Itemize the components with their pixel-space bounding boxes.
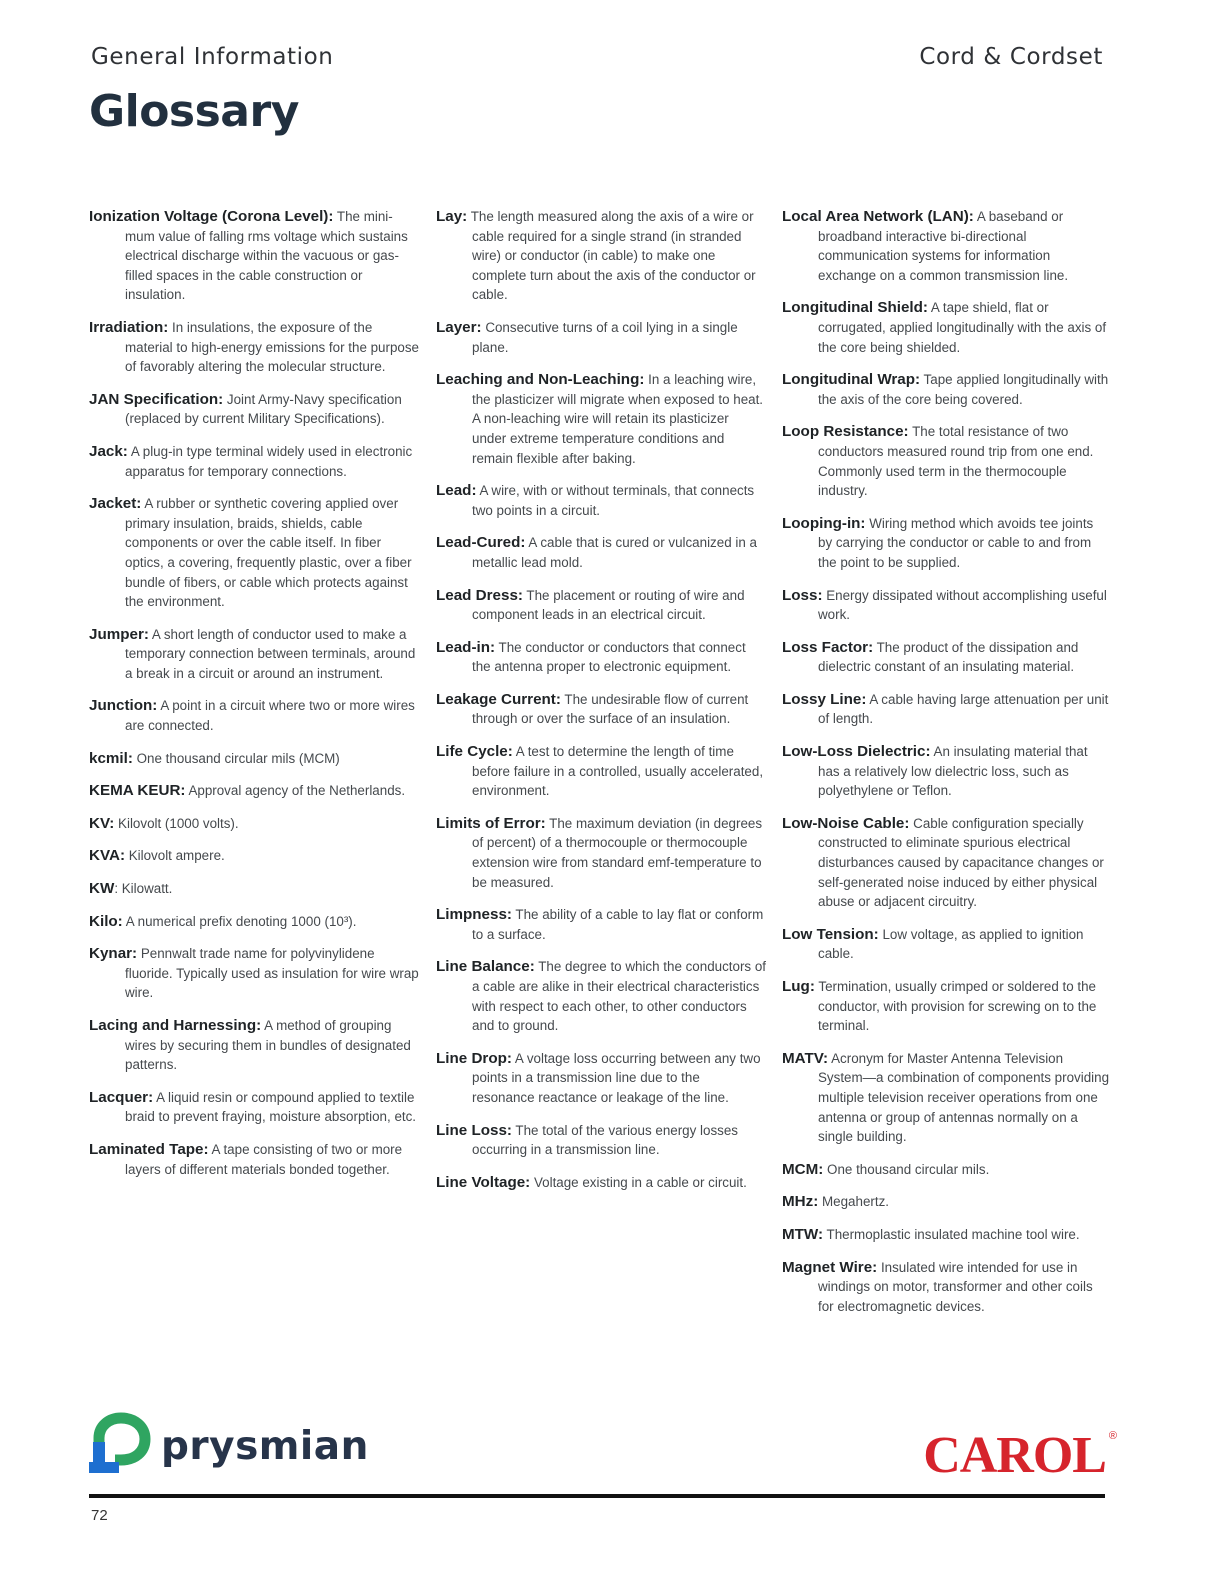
glossary-entry	[436, 318, 766, 357]
glossary-entry	[436, 370, 766, 468]
glossary-entry	[782, 925, 1110, 964]
glossary-term: Kynar:	[89, 945, 138, 963]
glossary-term: MATV:	[782, 1049, 829, 1067]
glossary-definition: Pennwalt trade name for polyvinylidene fluoride. Typically used as insulation for wire wrap wire.	[125, 946, 419, 1001]
glossary-entry	[89, 1016, 419, 1075]
glossary-term: Loss:	[782, 586, 823, 604]
glossary-entry	[89, 846, 419, 866]
glossary-term: Low Tension:	[782, 925, 879, 943]
glossary-definition: One thousand circular mils.	[823, 1161, 990, 1177]
glossary-entry	[436, 1121, 766, 1160]
glossary-term: KVA:	[89, 847, 125, 865]
glossary-term: Longitudinal Shield:	[782, 299, 928, 317]
glossary-term: Leakage Current:	[436, 690, 561, 708]
glossary-definition: : Kilowatt.	[114, 881, 173, 897]
glossary-term: Leaching and Non-Leaching:	[436, 371, 645, 389]
glossary-term: Local Area Network (LAN):	[782, 208, 974, 225]
glossary-entry	[782, 1049, 1110, 1147]
glossary-entry	[89, 749, 419, 769]
prysmian-logo	[89, 1412, 369, 1478]
glossary-definition: The product of the dissipation and dielectric constant of an insulating material.	[818, 639, 1079, 675]
glossary-definition: Joint Army-Navy specification (replaced by current Military Specifications).	[125, 391, 402, 427]
glossary-definition: A baseband or broadband interactive bi-directional communication systems for information exchange on a common transmission line.	[818, 209, 1069, 283]
page-title: Glossary	[89, 86, 299, 137]
glossary-term: KEMA KEUR:	[89, 782, 186, 800]
glossary-definition: Consecutive turns of a coil lying in a single plane.	[472, 319, 738, 355]
footer-rule	[89, 1494, 1105, 1498]
glossary-entry	[436, 207, 766, 305]
glossary-entry	[782, 207, 1110, 285]
glossary-definition: The degree to which the conductors of a cable are alike in their electrical characteristics with respect to each other, to other conductors and to ground.	[472, 959, 767, 1034]
glossary-term: MTW:	[782, 1225, 824, 1243]
glossary-definition: A wire, with or without terminals, that connects two points in a circuit.	[472, 483, 755, 518]
glossary-column-1	[89, 207, 419, 1192]
glossary-entry	[782, 814, 1110, 912]
glossary-definition: A plug-in type terminal widely used in electronic apparatus for temporary connections.	[125, 443, 413, 479]
glossary-term: KV:	[89, 814, 115, 832]
glossary-entry	[436, 814, 766, 892]
glossary-definition: A test to determine the length of time before failure in a controlled, usually accelerated, environment.	[472, 744, 764, 799]
glossary-term: Laminated Tape:	[89, 1140, 209, 1158]
glossary-definition: A rubber or synthetic covering applied over primary insulation, braids, shields, cable components or over the cable itself. In fiber optics, a covering, frequently plastic, over a fiber bundle of fibers, or cable which protects against the environment.	[125, 496, 412, 610]
glossary-term: Lead-in:	[436, 638, 496, 656]
glossary-entry	[89, 494, 419, 612]
glossary-definition: Approval agency of the Netherlands.	[185, 783, 406, 799]
glossary-entry	[782, 1160, 1110, 1180]
glossary-term: kcmil:	[89, 749, 133, 767]
glossary-term: MHz:	[782, 1193, 819, 1211]
glossary-entry	[89, 879, 419, 899]
glossary-definition: A liquid resin or compound applied to textile braid to prevent fraying, moisture absorption, etc.	[125, 1089, 417, 1125]
glossary-column-2	[436, 207, 766, 1205]
glossary-term: Lug:	[782, 978, 815, 995]
glossary-definition: The placement or routing of wire and component leads in an electrical circuit.	[472, 587, 745, 623]
glossary-term: Ionization Voltage (Corona Level):	[89, 208, 334, 225]
glossary-term: Magnet Wire:	[782, 1258, 878, 1276]
glossary-column-3	[782, 207, 1110, 1329]
glossary-term: Lead-Cured:	[436, 534, 526, 552]
glossary-entry	[436, 533, 766, 572]
glossary-entry	[89, 781, 419, 801]
section-heading: General Information	[91, 44, 334, 70]
glossary-definition: A method of grouping wires by securing them in bundles of designated patterns.	[125, 1018, 411, 1073]
glossary-definition: Acronym for Master Antenna Television System—a combination of components providing multiple television receiver operations from one antenna or group of antennas normally on a single building.	[818, 1050, 1110, 1145]
glossary-entry	[436, 481, 766, 520]
glossary-term: Irradiation:	[89, 318, 169, 336]
glossary-term: Low-Noise Cable:	[782, 814, 910, 832]
glossary-definition: Termination, usually crimped or soldered to the conductor, with provision for screwing on to the terminal.	[814, 979, 1097, 1034]
glossary-term: Jacket:	[89, 495, 142, 513]
glossary-entry	[782, 690, 1110, 729]
glossary-definition: A numerical prefix denoting 1000 (10³).	[122, 913, 357, 929]
carol-logo: CAROL	[923, 1427, 1106, 1484]
glossary-definition: The maximum deviation (in degrees of percent) of a thermocouple or thermocouple extension wire from standard emf-temperature to be measured.	[472, 815, 763, 890]
glossary-entry	[436, 1049, 766, 1108]
glossary-term: Kilo:	[89, 912, 123, 930]
glossary-definition: Energy dissipated without accomplishing useful work.	[818, 587, 1107, 623]
glossary-entry	[436, 690, 766, 729]
glossary-entry	[89, 696, 419, 735]
glossary-entry	[782, 638, 1110, 677]
glossary-entry	[89, 944, 419, 1003]
glossary-entry	[782, 1192, 1110, 1212]
glossary-definition: Kilovolt ampere.	[125, 848, 225, 864]
glossary-term: Line Loss:	[436, 1121, 512, 1139]
glossary-definition: Megahertz.	[818, 1194, 889, 1210]
registered-mark: ®	[1108, 1430, 1117, 1442]
glossary-definition: The total resistance of two conductors measured round trip from one end. Commonly used term in the thermocouple industry.	[818, 424, 1094, 499]
glossary-term: Loop Resistance:	[782, 423, 909, 441]
glossary-entry	[436, 742, 766, 801]
glossary-definition: Kilovolt (1000 volts).	[114, 815, 239, 831]
glossary-term: KW	[89, 880, 115, 898]
glossary-term: Line Drop:	[436, 1049, 512, 1067]
glossary-definition: One thousand circular mils (MCM)	[132, 750, 340, 766]
glossary-term: Layer:	[436, 318, 482, 336]
glossary-entry	[436, 638, 766, 677]
glossary-definition: A voltage loss occurring between any two points in a transmission line due to the resonance reactance or leakage of the line.	[472, 1050, 761, 1105]
glossary-definition: The total of the various energy losses occurring in a transmission line.	[472, 1122, 738, 1158]
glossary-entry	[436, 1173, 766, 1193]
prysmian-wordmark: prysmian	[161, 1424, 369, 1469]
glossary-term: Line Voltage:	[436, 1173, 531, 1191]
glossary-definition: Tape applied longitudinally with the axis of the core being covered.	[818, 372, 1109, 407]
glossary-entry	[782, 514, 1110, 573]
glossary-definition: A cable that is cured or vulcanized in a metallic lead mold.	[472, 535, 757, 570]
glossary-definition: Voltage existing in a cable or circuit.	[530, 1174, 747, 1190]
glossary-entry	[782, 977, 1110, 1036]
glossary-term: Lead Dress:	[436, 586, 523, 604]
glossary-term: Low-Loss Dielectric:	[782, 743, 931, 761]
glossary-entry	[436, 957, 766, 1035]
glossary-entry	[436, 586, 766, 625]
glossary-definition: Wiring method which avoids tee joints by carrying the conductor or cable to and from the point to be supplied.	[818, 515, 1094, 570]
glossary-entry	[436, 905, 766, 944]
glossary-entry	[89, 912, 419, 932]
glossary-term: Lay:	[436, 208, 468, 225]
glossary-entry	[89, 1140, 419, 1179]
glossary-entry	[782, 422, 1110, 500]
glossary-term: Lacquer:	[89, 1088, 154, 1106]
glossary-term: Jack:	[89, 442, 128, 460]
glossary-definition: An insulating material that has a relatively low dielectric loss, such as polyethylene or Teflon.	[818, 744, 1088, 799]
glossary-term: Lossy Line:	[782, 690, 867, 708]
prysmian-logo-mark	[89, 1412, 159, 1478]
glossary-definition: Cable configuration specially constructed to eliminate spurious electrical disturbances caused by capacitance changes or self-generated noise induced by either physical abuse or adjacent circuitry.	[818, 815, 1104, 910]
glossary-definition: The ability of a cable to lay flat or conform to a surface.	[472, 907, 764, 942]
glossary-definition: Thermoplastic insulated machine tool wire.	[823, 1226, 1080, 1242]
glossary-term: Line Balance:	[436, 958, 535, 976]
glossary-entry	[782, 586, 1110, 625]
glossary-entry	[782, 370, 1110, 409]
glossary-definition: In insulations, the exposure of the material to high-energy emissions for the purpose of favorably altering the molecular structure.	[125, 319, 419, 375]
glossary-definition: A point in a circuit where two or more wires are connected.	[125, 698, 415, 734]
page-number: 72	[91, 1507, 108, 1524]
glossary-entry	[89, 207, 419, 305]
glossary-term: Junction:	[89, 697, 158, 715]
glossary-definition: The conductor or conductors that connect the antenna proper to electronic equipment.	[472, 639, 746, 675]
glossary-term: Loss Factor:	[782, 638, 874, 656]
glossary-term: Jumper:	[89, 625, 149, 643]
glossary-entry	[89, 814, 419, 834]
glossary-term: MCM:	[782, 1160, 824, 1178]
glossary-entry	[782, 1225, 1110, 1245]
glossary-entry	[782, 742, 1110, 801]
glossary-entry	[89, 390, 419, 429]
glossary-term: Lead:	[436, 482, 477, 500]
glossary-term: Limpness:	[436, 906, 512, 924]
glossary-definition: A cable having large attenuation per unit of length.	[818, 691, 1109, 727]
glossary-term: Life Cycle:	[436, 743, 513, 761]
glossary-definition: A tape consisting of two or more layers of different materials bonded together.	[125, 1141, 403, 1177]
glossary-term: Lacing and Harnessing:	[89, 1017, 262, 1034]
glossary-definition: The length measured along the axis of a wire or cable required for a single strand (in stranded wire) or conductor (in cable) to make one complete turn about the axis of the conductor or cable.	[467, 209, 756, 303]
glossary-entry	[89, 625, 419, 684]
glossary-term: Longitudinal Wrap:	[782, 371, 921, 389]
glossary-definition: A tape shield, flat or corrugated, applied longitudinally with the axis of the core being shielded.	[818, 300, 1107, 355]
glossary-term: Looping-in:	[782, 514, 866, 532]
glossary-entry	[782, 1258, 1110, 1317]
glossary-definition: Insulated wire intended for use in windings on motor, transformer and other coils for electromagnetic devices.	[818, 1259, 1093, 1314]
glossary-term: Limits of Error:	[436, 814, 546, 832]
glossary-entry	[89, 1088, 419, 1127]
glossary-definition: The mini-mum value of falling rms voltage which sustains electrical discharge within the vacuous or gas-filled spaces in the cable construction or insulation.	[125, 209, 408, 303]
glossary-term: JAN Specification:	[89, 390, 224, 408]
glossary-entry	[782, 298, 1110, 357]
glossary-definition: In a leaching wire, the plasticizer will migrate when exposed to heat. A non-leaching wire will retain its plasticizer under extreme temperature conditions and remain flexible after baking.	[472, 372, 764, 466]
glossary-entry	[89, 442, 419, 481]
glossary-definition: Low voltage, as applied to ignition cable.	[818, 926, 1084, 962]
glossary-entry	[89, 318, 419, 377]
glossary-definition: The undesirable flow of current through or over the surface of an insulation.	[472, 691, 749, 727]
glossary-definition: A short length of conductor used to make a temporary connection between terminals, around a break in a circuit or around an instrument.	[125, 626, 416, 681]
category-heading: Cord & Cordset	[919, 44, 1103, 70]
